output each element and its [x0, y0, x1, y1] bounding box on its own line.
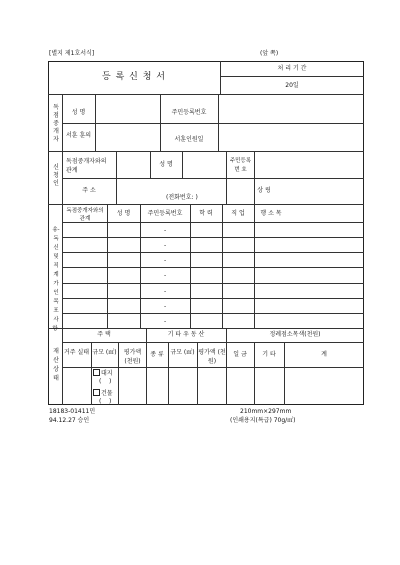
sub-header-area: 규모 (㎡) [92, 349, 117, 356]
property-header-assets: 정례점소목색(천원) [269, 331, 321, 338]
family-row-mark: - [164, 272, 167, 279]
sub-header-area-2: 규모 (㎡) [170, 349, 195, 356]
processing-value: 20일 [285, 82, 299, 89]
family-row-mark: - [164, 318, 167, 325]
family-group-label: 송-독신 및 직계가인 목포사항- [52, 227, 60, 332]
processing-label: 처 리 기 간 [277, 65, 307, 72]
paper-spec: (인쇄용지(특급) 70g/㎡) [230, 417, 296, 424]
family-header-education: 학 력 [199, 210, 213, 217]
option-land[interactable] [93, 369, 113, 377]
agent-trade-label: 상 링 [257, 187, 271, 194]
sub-header-value: 평가액 (천원) [123, 349, 142, 365]
building-checkbox[interactable] [93, 389, 100, 396]
agent-address-label: 주 소 [82, 187, 96, 194]
family-row-mark: - [164, 288, 167, 295]
family-header-id: 주민등록번호 [147, 210, 183, 217]
agent-relation-label: 독점중개자와의 관계 [66, 158, 107, 174]
applicant-group-label: 독점중개자 [53, 104, 59, 143]
sub-header-total: 계 [321, 351, 327, 358]
paper-size: 210mm×297mm [240, 408, 292, 415]
agent-group-label: 신청인 [53, 164, 59, 187]
applicant-name-label: 성 명 [71, 109, 86, 116]
page-side: (앞 쪽) [260, 50, 279, 57]
land-checkbox[interactable] [93, 369, 100, 376]
land-paren: ( ) [99, 378, 112, 385]
book-status-label: 서훈인원일 [174, 136, 204, 143]
property-group-label: 재산상태 [53, 348, 59, 382]
form-number: [별지 제1호서식] [49, 50, 95, 57]
sub-header-other: 기 타 [262, 351, 276, 358]
sub-header-cash: 일 금 [233, 351, 247, 358]
option-building[interactable] [93, 389, 113, 397]
book-office-label: 서훈 훈의 [65, 132, 92, 139]
building-label: 건물 [101, 390, 113, 397]
family-row-mark: - [164, 303, 167, 310]
form-code: 18183-01411민 [49, 408, 96, 415]
property-header-housing: 주 택 [97, 331, 111, 338]
sub-header-value-2: 평가액 (천원) [198, 349, 226, 365]
sub-header-residence: 거주 실태 [63, 349, 90, 356]
approval-date: 94.12.27 승인 [49, 417, 90, 424]
building-paren: ( ) [99, 398, 112, 405]
sub-header-type: 종 류 [150, 351, 164, 358]
applicant-id-label: 주민등록번호 [171, 109, 207, 116]
family-header-residence: 행 소 목 [260, 210, 282, 217]
agent-name-label: 성 명 [159, 161, 173, 168]
family-row-mark: - [164, 242, 167, 249]
family-row-mark: - [164, 257, 167, 264]
family-header-name: 성 명 [116, 210, 131, 217]
family-header-job: 직 업 [231, 210, 245, 217]
form-title: 등 록 신 청 서 [102, 72, 166, 82]
land-label: 대지 [101, 370, 113, 377]
family-row-mark: - [164, 227, 167, 234]
family-header-relation: 독점중개자와의 관계 [66, 208, 104, 222]
agent-phone-label: (전화번호: ) [166, 194, 198, 201]
agent-reg-label: 주민등록 번 호 [229, 158, 252, 173]
property-header-other-realty: 기 타 우 동 산 [167, 331, 205, 338]
